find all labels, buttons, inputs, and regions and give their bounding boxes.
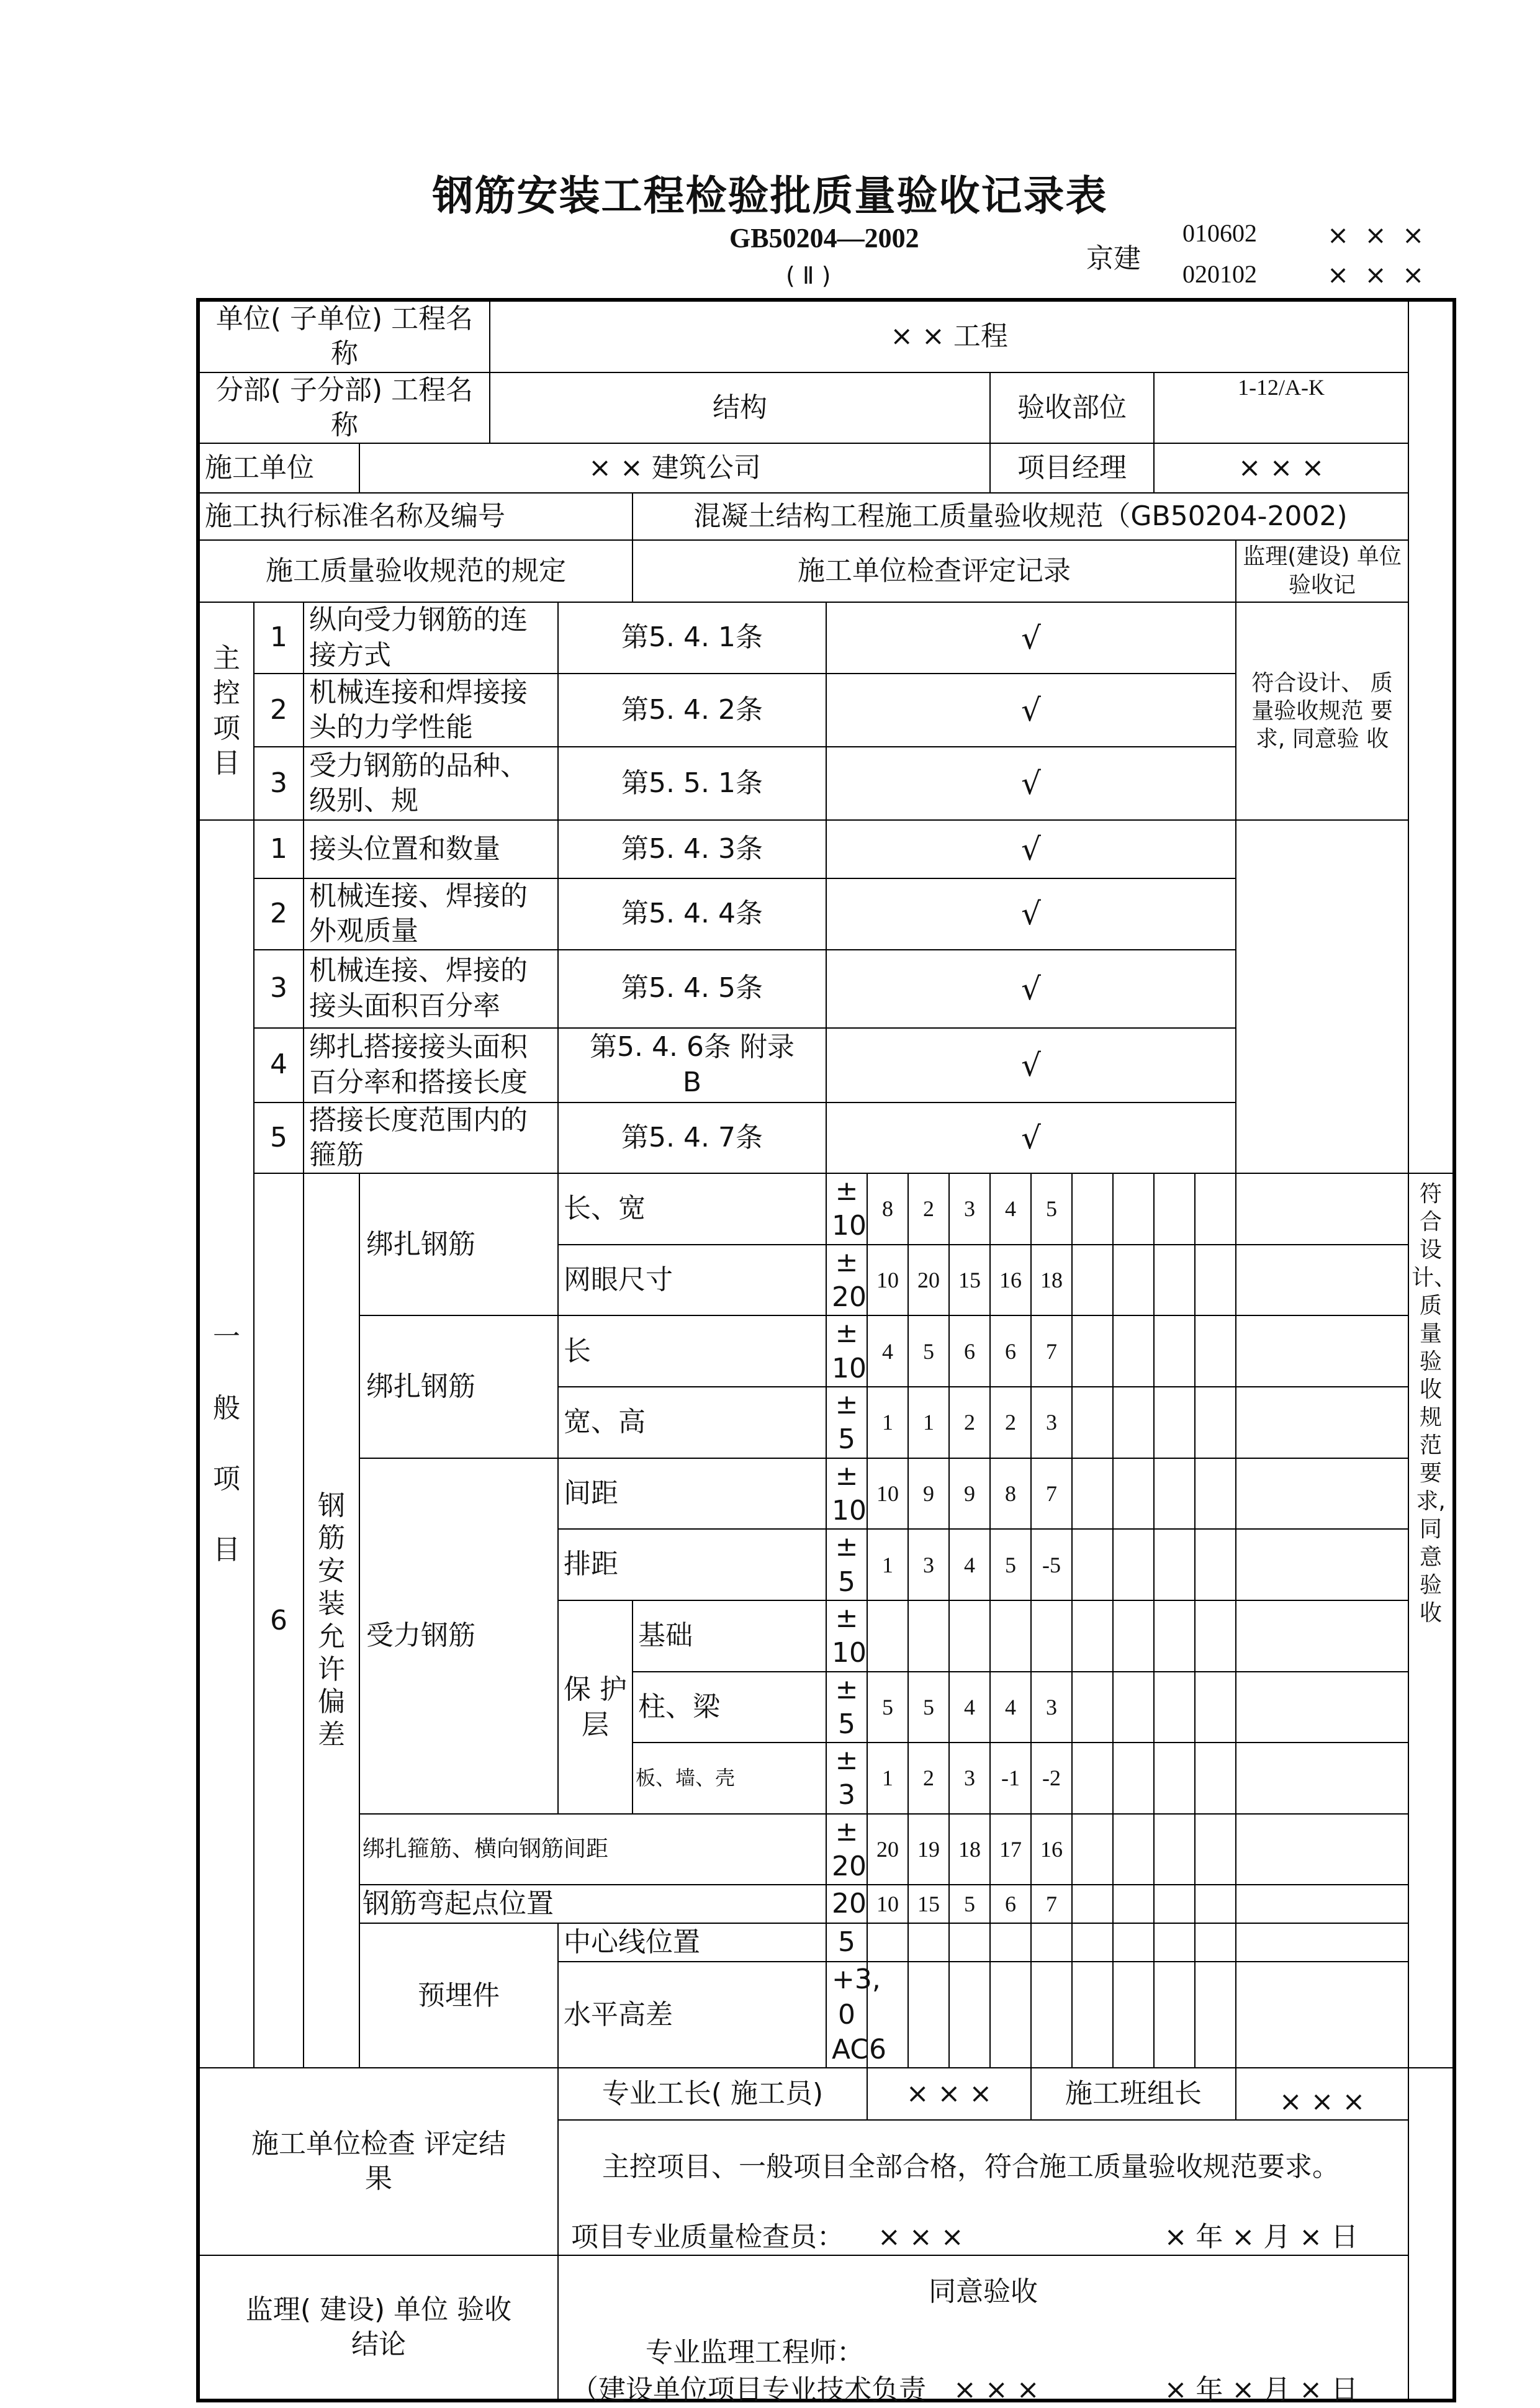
measured-value: 5 <box>867 1672 908 1743</box>
pm-value: × × × <box>1154 443 1408 493</box>
supervision-conclusion: 同意验收 <box>929 2276 1038 2308</box>
measured-value: 1 <box>867 1743 908 1814</box>
row-sub-project <box>198 372 1454 444</box>
foreman-value: × × × <box>867 2068 1031 2120</box>
measured-value <box>990 1600 1031 1672</box>
main-item-check: √ <box>826 674 1236 747</box>
main-item-no: 2 <box>254 674 304 747</box>
general-item-clause: 第5. 4. 5条 <box>558 950 826 1028</box>
measured-value: 20 <box>908 1245 949 1316</box>
jing-label: 京建 <box>1086 243 1141 274</box>
measured-value <box>867 1923 908 1962</box>
general-item-clause: 第5. 4. 4条 <box>558 878 826 950</box>
tolerance-item: 基础 <box>633 1600 826 1672</box>
measured-value: 9 <box>908 1458 949 1530</box>
tolerance-item: 宽、高 <box>558 1387 826 1458</box>
general-item-check: √ <box>826 1103 1236 1174</box>
measured-value <box>1031 1600 1072 1672</box>
unit-project-label: 单位( 子单位) 工程名称 <box>198 300 490 372</box>
measured-value <box>1031 1962 1072 2068</box>
foreman-label: 专业工长( 施工员) <box>558 2068 867 2120</box>
tolerance-row <box>198 1458 1454 1530</box>
result-header-row <box>198 2068 1454 2120</box>
code-mark-1: × × × <box>1327 220 1428 250</box>
owner-label: （建设单位项目专业技术负责 <box>571 2374 926 2406</box>
main-item-check: √ <box>826 747 1236 820</box>
construction-unit-label: 施工单位 <box>198 443 359 493</box>
measured-value <box>908 1923 949 1962</box>
measured-value: 18 <box>1031 1245 1072 1316</box>
measured-value: -5 <box>1031 1529 1072 1600</box>
tolerance-value: ± 10 <box>826 1315 867 1387</box>
general-item-name: 接头位置和数量 <box>304 820 558 878</box>
tolerance-value: +3, 0 AC6 <box>826 1962 867 2068</box>
general-group-label: 一 般 项 目 <box>198 820 254 2068</box>
row-column-headers <box>198 540 1454 602</box>
spec-column-header: 施工质量验收规范的规定 <box>198 540 633 602</box>
general-verdict-spacer <box>1236 820 1408 1173</box>
general-item-check: √ <box>826 878 1236 950</box>
measured-value <box>867 1600 908 1672</box>
measured-value <box>1031 1923 1072 1962</box>
general-item-name: 机械连接、焊接的外观质量 <box>304 878 558 950</box>
measured-value: 3 <box>949 1173 990 1245</box>
supervision-cell <box>558 2255 1408 2406</box>
row-exec-standard <box>198 493 1454 540</box>
measured-value: 10 <box>867 1245 908 1316</box>
general-item-clause: 第5. 4. 6条 附录B <box>558 1028 826 1103</box>
tolerance-row <box>198 1923 1454 1962</box>
team-label: 施工班组长 <box>1031 2068 1236 2120</box>
tolerance-value: ± 10 <box>826 1600 867 1672</box>
tolerance-value: 20 <box>826 1885 867 1923</box>
mesh-group-label: 绑扎钢筋 <box>359 1173 558 1315</box>
measured-value: 10 <box>867 1458 908 1530</box>
general-item-clause: 第5. 4. 3条 <box>558 820 826 878</box>
supervision-row <box>198 2255 1454 2401</box>
measured-value: 4 <box>867 1315 908 1387</box>
measured-value: 6 <box>949 1315 990 1387</box>
code-mark-2: × × × <box>1327 259 1428 290</box>
measured-value: 16 <box>990 1245 1031 1316</box>
unit-project-value: × × 工程 <box>490 300 1408 372</box>
general-item-no: 5 <box>254 1103 304 1174</box>
cover-group-label: 保 护 层 <box>558 1600 633 1814</box>
tolerance-item: 长 <box>558 1315 826 1387</box>
measured-value: 6 <box>990 1315 1031 1387</box>
measured-value: 5 <box>908 1672 949 1743</box>
general-item-no: 2 <box>254 878 304 950</box>
main-item-no: 3 <box>254 747 304 820</box>
main-group-label: 主 控 项 目 <box>198 602 254 820</box>
main-item-clause: 第5. 4. 1条 <box>558 602 826 674</box>
measured-value: 19 <box>908 1814 949 1885</box>
main-item-clause: 第5. 4. 2条 <box>558 674 826 747</box>
measured-value: 5 <box>908 1315 949 1387</box>
measured-value <box>990 1923 1031 1962</box>
result-label: 施工单位检查 评定结果 <box>198 2068 558 2255</box>
measured-value: 8 <box>867 1173 908 1245</box>
code-2: 020102 <box>1182 260 1257 288</box>
inspector-label: 项目专业质量检查员： <box>571 2221 844 2253</box>
measured-value: 3 <box>1031 1672 1072 1743</box>
measured-value: 3 <box>1031 1387 1072 1458</box>
tolerance-value: ± 20 <box>826 1814 867 1885</box>
main-item-name: 纵向受力钢筋的连接方式 <box>304 602 558 674</box>
supervision-label: 监理( 建设) 单位 验收结论 <box>198 2255 558 2401</box>
general-item-check: √ <box>826 1028 1236 1103</box>
tolerance-item: 网眼尺寸 <box>558 1245 826 1316</box>
measured-value: 9 <box>949 1458 990 1530</box>
accept-part-label: 验收部位 <box>990 372 1154 444</box>
tolerance-item: 中心线位置 <box>558 1923 826 1962</box>
measured-value: 3 <box>949 1743 990 1814</box>
sub-project-value: 结构 <box>490 372 990 444</box>
measured-value: 4 <box>990 1173 1031 1245</box>
exec-std-label: 施工执行标准名称及编号 <box>198 493 633 540</box>
record-column-header: 施工单位检查评定记录 <box>633 540 1236 602</box>
general-item-row <box>198 820 1454 878</box>
result-date: × 年 × 月 × 日 <box>1164 2221 1359 2253</box>
tolerance-value: ± 10 <box>826 1173 867 1245</box>
measured-value <box>990 1962 1031 2068</box>
measured-value: 2 <box>908 1743 949 1814</box>
measured-value <box>949 1923 990 1962</box>
engineer-label: 专业监理工程师： <box>646 2337 864 2369</box>
measured-value: 4 <box>949 1672 990 1743</box>
measured-value: 5 <box>990 1529 1031 1600</box>
general-item-no: 4 <box>254 1028 304 1103</box>
supervision-column-header: 监理(建设) 单位验收记 <box>1236 540 1408 602</box>
general-group-verdict: 符合设计、 质 量验收规范 要 求, 同意验 收 <box>1408 1173 1454 2068</box>
measured-value: -2 <box>1031 1743 1072 1814</box>
tolerance-label: 钢 筋 安 装 允 许 偏 差 <box>304 1173 359 2068</box>
measured-value: 7 <box>1031 1315 1072 1387</box>
tolerance-item: 排距 <box>558 1529 826 1600</box>
measured-value: 3 <box>908 1529 949 1600</box>
tolerance-value: 5 <box>826 1923 867 1962</box>
general-item-no: 1 <box>254 820 304 878</box>
measured-value: -1 <box>990 1743 1031 1814</box>
tolerance-row <box>198 1173 1454 1245</box>
tolerance-item: 间距 <box>558 1458 826 1530</box>
main-bar-group-label: 受力钢筋 <box>359 1458 558 1814</box>
tolerance-item: 绑扎箍筋、横向钢筋间距 <box>359 1814 826 1885</box>
result-sign-cell <box>558 2213 1408 2255</box>
exec-std-value: 混凝土结构工程施工质量验收规范（GB50204-2002) <box>633 493 1408 540</box>
tolerance-value: ± 5 <box>826 1387 867 1458</box>
measured-value: 7 <box>1031 1458 1072 1530</box>
tolerance-item: 钢筋弯起点位置 <box>359 1885 826 1923</box>
measured-value: 6 <box>990 1885 1031 1923</box>
tolerance-row <box>198 1814 1454 1885</box>
measured-value: 10 <box>867 1885 908 1923</box>
pm-label: 项目经理 <box>990 443 1154 493</box>
tolerance-item: 板、墙、壳 <box>633 1743 826 1814</box>
tolerance-item: 水平高差 <box>558 1962 826 2068</box>
measured-value: 2 <box>990 1387 1031 1458</box>
measured-value: 8 <box>990 1458 1031 1530</box>
measured-value: 2 <box>908 1173 949 1245</box>
measured-value <box>949 1600 990 1672</box>
measured-value: 1 <box>867 1529 908 1600</box>
main-item-row <box>198 602 1454 674</box>
main-item-clause: 第5. 5. 1条 <box>558 747 826 820</box>
main-item-name: 机械连接和焊接接头的力学性能 <box>304 674 558 747</box>
tolerance-value: ± 5 <box>826 1672 867 1743</box>
measured-value: 15 <box>949 1245 990 1316</box>
roman-numeral: ( Ⅱ ) <box>786 262 831 289</box>
general-item-name: 绑扎搭接接头面积百分率和搭接长度 <box>304 1028 558 1103</box>
measured-value: 4 <box>990 1672 1031 1743</box>
embed-group-label: 预埋件 <box>359 1923 558 2068</box>
measured-value: 5 <box>949 1885 990 1923</box>
measured-value: 1 <box>908 1387 949 1458</box>
inspector-value: × × × <box>878 2221 964 2253</box>
main-item-check: √ <box>826 602 1236 674</box>
tolerance-row <box>198 1315 1454 1387</box>
supervision-date: × 年 × 月 × 日 <box>1164 2374 1359 2406</box>
measured-value: 5 <box>1031 1173 1072 1245</box>
main-group-verdict: 符合设计、 质 量验收规范 要 求, 同意验 收 <box>1236 602 1408 820</box>
measured-value: 17 <box>990 1814 1031 1885</box>
general-item-name: 机械连接、焊接的接头面积百分率 <box>304 950 558 1028</box>
main-item-no: 1 <box>254 602 304 674</box>
sub-project-label: 分部( 子分部) 工程名称 <box>198 372 490 444</box>
measured-value <box>949 1962 990 2068</box>
main-item-name: 受力钢筋的品种、级别、规 <box>304 747 558 820</box>
tolerance-item: 柱、梁 <box>633 1672 826 1743</box>
measured-value <box>908 1962 949 2068</box>
measured-value: 20 <box>867 1814 908 1885</box>
general-item-no: 3 <box>254 950 304 1028</box>
owner-value: × × × <box>953 2374 1040 2406</box>
row-construction-unit <box>198 443 1454 493</box>
frame-group-label: 绑扎钢筋 <box>359 1315 558 1458</box>
measured-value: 7 <box>1031 1885 1072 1923</box>
measured-value: 1 <box>867 1387 908 1458</box>
measured-value: 15 <box>908 1885 949 1923</box>
result-conclusion: 主控项目、一般项目全部合格，符合施工质量验收规范要求。 <box>558 2120 1408 2213</box>
tolerance-value: ± 3 <box>826 1743 867 1814</box>
page-title: 钢筋安装工程检验批质量验收记录表 <box>432 171 1108 220</box>
general-item-check: √ <box>826 950 1236 1028</box>
tolerance-no: 6 <box>254 1173 304 2068</box>
tolerance-item: 长、宽 <box>558 1173 826 1245</box>
tolerance-row <box>198 1885 1454 1923</box>
code-1: 010602 <box>1182 219 1257 247</box>
measured-value: 16 <box>1031 1814 1072 1885</box>
record-table <box>196 298 1457 2406</box>
construction-unit-value: × × 建筑公司 <box>359 443 990 493</box>
general-item-name: 搭接长度范围内的箍筋 <box>304 1103 558 1174</box>
accept-part-value: 1-12/A-K <box>1154 372 1408 444</box>
measured-value: 18 <box>949 1814 990 1885</box>
general-item-check: √ <box>826 820 1236 878</box>
standard-code: GB50204—2002 <box>729 223 919 253</box>
measured-value: 4 <box>949 1529 990 1600</box>
measured-value: 2 <box>949 1387 990 1458</box>
tolerance-value: ± 20 <box>826 1245 867 1316</box>
team-value: × × × <box>1236 2068 1408 2120</box>
tolerance-value: ± 5 <box>826 1529 867 1600</box>
measured-value <box>908 1600 949 1672</box>
row-unit-project <box>198 300 1454 372</box>
general-item-clause: 第5. 4. 7条 <box>558 1103 826 1174</box>
tolerance-value: ± 10 <box>826 1458 867 1530</box>
